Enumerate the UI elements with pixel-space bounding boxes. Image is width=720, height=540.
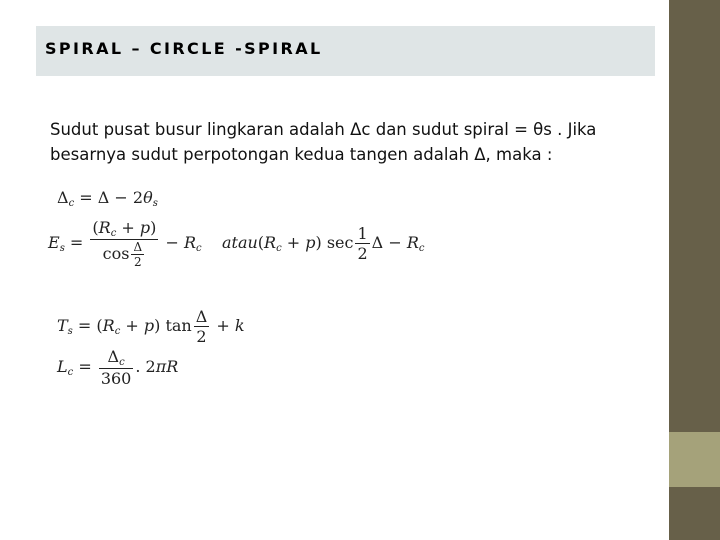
side-bar-accent [666, 432, 720, 487]
side-divider [666, 0, 669, 540]
body-paragraph [50, 117, 640, 167]
title-bar [36, 26, 655, 76]
equation-delta-c: $\Delta_c = \Delta - 2\theta_s$ [57, 188, 158, 209]
equation-lc: $L_c$ = $\frac{\Delta_c}{360}$ . 2πR [57, 347, 179, 388]
paragraph-line-2: besarnya sudut perpotongan kedua tangen adalah Δ, maka : [50, 145, 553, 164]
slide-title: SPIRAL – CIRCLE -SPIRAL [45, 39, 323, 58]
side-bar-lower [666, 487, 720, 540]
equation-ts: $T_s = (R_c + p)$ tan $\frac{\Delta}{2}$ + k [57, 307, 245, 346]
side-bar-upper [666, 0, 720, 432]
paragraph-line-1: Sudut pusat busur lingkaran adalah Δc dan sudut spiral = θs . Jika [50, 120, 597, 139]
equation-es: $E_s$ = $(R_c + p)$ cos $\frac{\Delta}{2}$ − $R_c$ $atau(R_c + p)$ sec $\frac{1}{2}$ $\Delta - R_c$ [48, 218, 425, 269]
